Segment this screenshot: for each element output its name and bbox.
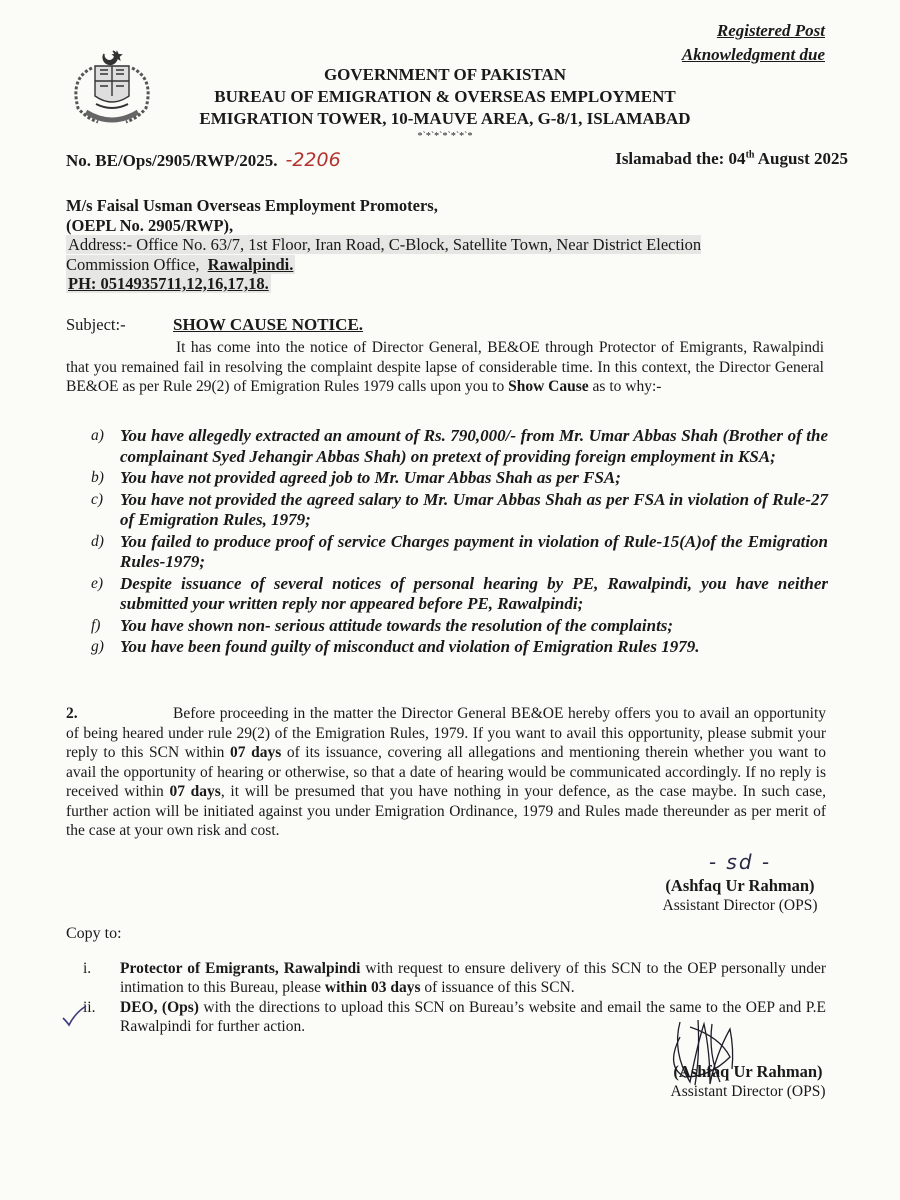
acknowledgment-due-label: Aknowledgment due <box>681 45 825 64</box>
list-item-text: Despite issuance of several notices of personal hearing by PE, Rawalpindi, you have neither submitted your written reply nor appeared before PE, Rawalpindi; <box>120 573 828 613</box>
list-item <box>66 490 828 531</box>
reference-number-text: No. BE/Ops/2905/RWP/2025. <box>66 151 278 170</box>
date-ordinal: th <box>745 149 755 161</box>
signatory-name: (Ashfaq Ur Rahman) <box>673 1062 823 1081</box>
address-text: Address:- Office No. 63/7, 1st Floor, Iran Road, C-Block, Satellite Town, Near District Election Commission Office, <box>66 235 702 274</box>
handwritten-number: -2206 <box>285 149 341 171</box>
paragraph-1 <box>66 338 824 397</box>
recipient-text-end: of issuance of this SCN. <box>420 978 575 996</box>
addressee-phone: PH: 0514935711,12,16,17,18. <box>68 274 269 293</box>
list-item-text: You have not provided the agreed salary to Mr. Umar Abbas Shah as per FSA in violation of Rule-27 of Emigration Rules, 1979; <box>120 489 828 529</box>
subject-line <box>66 315 364 335</box>
signatory-name: (Ashfaq Ur Rahman) <box>665 876 815 895</box>
para2-days-2: 07 days <box>169 783 221 800</box>
list-item-text: You have shown non- serious attitude towards the resolution of the complaints; <box>120 615 674 635</box>
list-item <box>66 574 828 615</box>
list-marker: a) <box>91 427 104 444</box>
subject-label: Subject:- <box>66 315 126 334</box>
letter-date <box>615 149 848 169</box>
addressee-address <box>66 235 786 274</box>
para2-text-e: , it will be presumed that you have nothing in your defence, as the case maybe. In such case, further action will be initiated against you under Emigration Ordinance, 1979 and Rules made thereunder as per merit of the case at your own risk and cost. <box>66 783 826 839</box>
addressee-license: (OEPL No. 2905/RWP), <box>66 215 234 235</box>
para1-text: It has come into the notice of Director General, BE&OE through Protector of Emigrants, Rawalpindi that you remained fail in resolving the complaint despite lapse of considerable time. In this context, the Director General BE&OE as per Rule 29(2) of Emigration Rules 1979 calls upon you to <box>66 339 824 395</box>
addressee-name: M/s Faisal Usman Overseas Employment Promoters, <box>66 196 438 215</box>
header-stars: *`*`*`*`*`*`* <box>417 131 473 142</box>
list-marker: d) <box>91 532 104 550</box>
list-item-text: You have allegedly extracted an amount of Rs. 790,000/- from Mr. Umar Abbas Shah (Brother of the complainant Syed Jehangir Abbas Shah) on pretext of providing foreign employment in KSA; <box>120 426 828 466</box>
header-government: GOVERNMENT OF PAKISTAN <box>323 65 567 84</box>
recipient-name: Protector of Emigrants, Rawalpindi <box>120 960 361 977</box>
list-item <box>66 616 828 637</box>
registered-post-label: Registered Post <box>716 21 825 40</box>
list-item <box>66 637 828 658</box>
list-item-text: You have been found guilty of misconduct and violation of Emigration Rules 1979. <box>120 637 700 656</box>
list-item <box>66 532 828 573</box>
tick-mark-icon <box>60 1004 88 1028</box>
recipient-name: DEO, (Ops) <box>120 999 199 1016</box>
list-marker: b) <box>91 469 104 486</box>
list-marker: ii. <box>83 999 96 1016</box>
copy-to-label: Copy to: <box>66 925 122 942</box>
date-suffix: August 2025 <box>754 149 848 168</box>
para2-text-a: Before proceeding in the matter the Director General BE&OE hereby offers you to avail an opportunity of being heared under rule 29(2) of the Emigration Rules, 1979. If you want to avail this opportunity, please submit your reply to this SCN within <box>66 705 826 761</box>
header-bureau: BUREAU OF EMIGRATION & OVERSEAS EMPLOYMENT <box>214 87 676 106</box>
header-address: EMIGRATION TOWER, 10-MAUVE AREA, G-8/1, ISLAMABAD <box>199 109 691 128</box>
para1-end: as to why:- <box>588 378 662 395</box>
recipient-deadline: within 03 days <box>324 978 421 996</box>
date-prefix: Islamabad the: 04 <box>615 149 746 168</box>
para2-days-1: 07 days <box>229 744 282 761</box>
list-marker: c) <box>91 490 104 508</box>
list-marker: i. <box>83 960 92 977</box>
signatory-designation: Assistant Director (OPS) <box>670 1083 826 1100</box>
recipient-text: with the directions to upload this SCN on Bureau’s website and email the same to the OEP and P.E Rawalpindi for further action. <box>120 999 827 1035</box>
para2-number: 2. <box>66 705 78 722</box>
list-item <box>66 960 826 997</box>
list-item <box>66 468 828 489</box>
subject-title: SHOW CAUSE NOTICE. <box>173 315 364 334</box>
list-item-text: You have not provided agreed job to Mr. Umar Abbas Shah as per FSA; <box>120 468 621 487</box>
list-item <box>66 426 828 467</box>
signature-block-2 <box>648 1060 848 1102</box>
signature-block <box>640 850 840 916</box>
signatory-designation: Assistant Director (OPS) <box>662 897 818 914</box>
address-city: Rawalpindi. <box>207 254 294 274</box>
paragraph-2 <box>66 704 826 841</box>
addressee-block <box>66 196 786 294</box>
show-cause-bold: Show Cause <box>508 378 589 395</box>
list-item-text: You failed to produce proof of service Charges payment in violation of Rule-15(A)of the Emigration Rules-1979; <box>120 531 828 571</box>
list-marker: g) <box>91 638 104 655</box>
recipient-text: with request to ensure delivery of this SCN to the OEP personally under intimation to this Bureau, please <box>120 960 826 996</box>
list-marker: e) <box>91 574 104 592</box>
signed-mark: - sd - <box>708 850 772 874</box>
list-marker: f) <box>91 616 101 634</box>
para2-text-c: of its issuance, covering all allegations and mentioning therein whether you want to avail the opportunity of hearing or otherwise, so that a date of hearing would be communicated accordingly. If no reply is received within <box>66 744 826 800</box>
reference-number <box>66 149 341 171</box>
charges-list <box>66 426 828 659</box>
state-emblem-icon <box>62 44 162 132</box>
